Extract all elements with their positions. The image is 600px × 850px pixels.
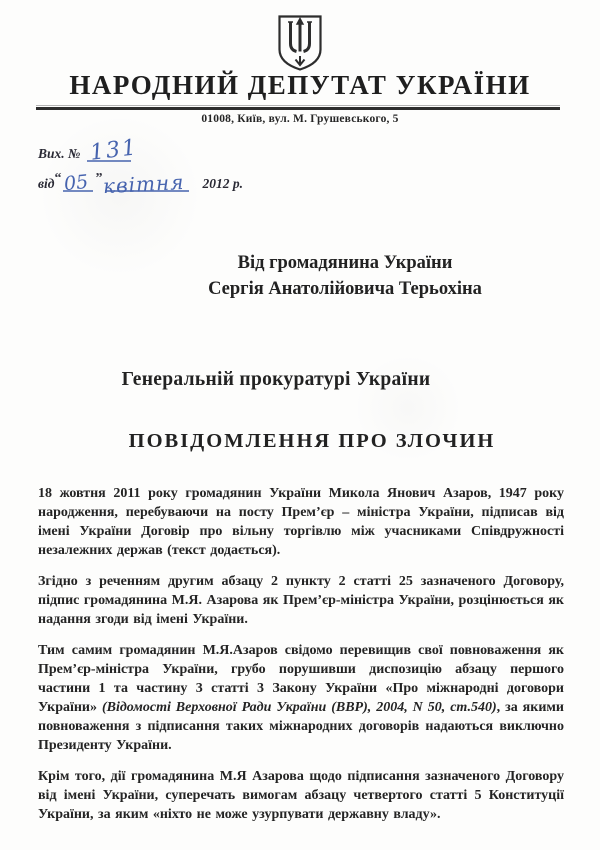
ukraine-trident-emblem (275, 14, 325, 77)
handwritten-outgoing-number: 131 (89, 135, 140, 166)
recipient-heading: Генеральній прокуратурі України (121, 369, 431, 390)
handwritten-month: квітня (102, 169, 186, 199)
letterhead-title: НАРОДНИЙ ДЕПУТАТ УКРАЇНИ (69, 70, 531, 100)
letterhead-address: 01008, Київ, вул. М. Грушевського, 5 (201, 113, 399, 125)
outgoing-number-line (38, 135, 243, 166)
paragraph-3-citation: (Відомості Верховної Ради України (ВВР), 2004, N 50, ст.540) (101, 700, 497, 715)
reference-block (38, 135, 243, 199)
body-text (38, 484, 564, 836)
sender-line-2: Сергія Анатолійовича Терьохіна (208, 279, 482, 299)
date-month-field (102, 169, 189, 199)
subject-heading: ПОВІДОМЛЕННЯ ПРО ЗЛОЧИН (128, 430, 496, 452)
sender-block (170, 250, 520, 302)
trident-icon (275, 14, 325, 72)
sender-line-1: Від громадянина України (237, 253, 453, 273)
close-quote: ” (95, 171, 103, 186)
open-quote: “ (54, 171, 62, 186)
date-label: від (38, 176, 55, 191)
handwritten-day: 05 (63, 170, 90, 196)
paragraph-1: 18 жовтня 2011 року громадянин України Микола Янович Азаров, 1947 року народження, перебуваючи на посту Прем’єр – міністра України, підписав від імені України Договір про вільну торгівлю між учасниками Співдружності незалежних держав (текст додається). (38, 486, 564, 558)
letterhead-divider (36, 105, 560, 110)
paragraph-2: Згідно з реченням другим абзацу 2 пункту 2 статті 25 зазначеного Договору, підпис громадянина М.Я. Азарова як Прем’єр-міністра України, розцінюється як надання згоди від імені України. (38, 574, 564, 627)
outgoing-number-field (87, 135, 140, 166)
paragraph-3-text-continued: , за якими повноваження з підписання таких міжнародних договорів надаються виключно Президенту України. (38, 700, 564, 753)
divider-thick-line (36, 107, 560, 110)
paragraph-3 (38, 641, 564, 755)
date-day-field (63, 170, 93, 196)
divider-thin-line (36, 105, 560, 106)
date-year: 2012 р. (202, 176, 243, 191)
date-line (38, 167, 243, 199)
paragraph-3-text: Тим самим громадянин М.Я.Азаров свідомо перевищив свої повноваження як Прем’єр-міністра України, грубо порушивши диспозицію абзацу першого частини 1 та частину 3 статті 3 Закону України «Про міжнародні договори України» (38, 643, 564, 715)
paragraph-4: Крім того, дії громадянина М.Я Азарова щодо підписання зазначеного Договору від імені України, суперечать вимогам абзацу четвертого статті 5 Конституції України, за яким «ніхто не може узурпувати державну владу». (38, 769, 564, 822)
outgoing-number-label: Вих. № (38, 146, 81, 161)
